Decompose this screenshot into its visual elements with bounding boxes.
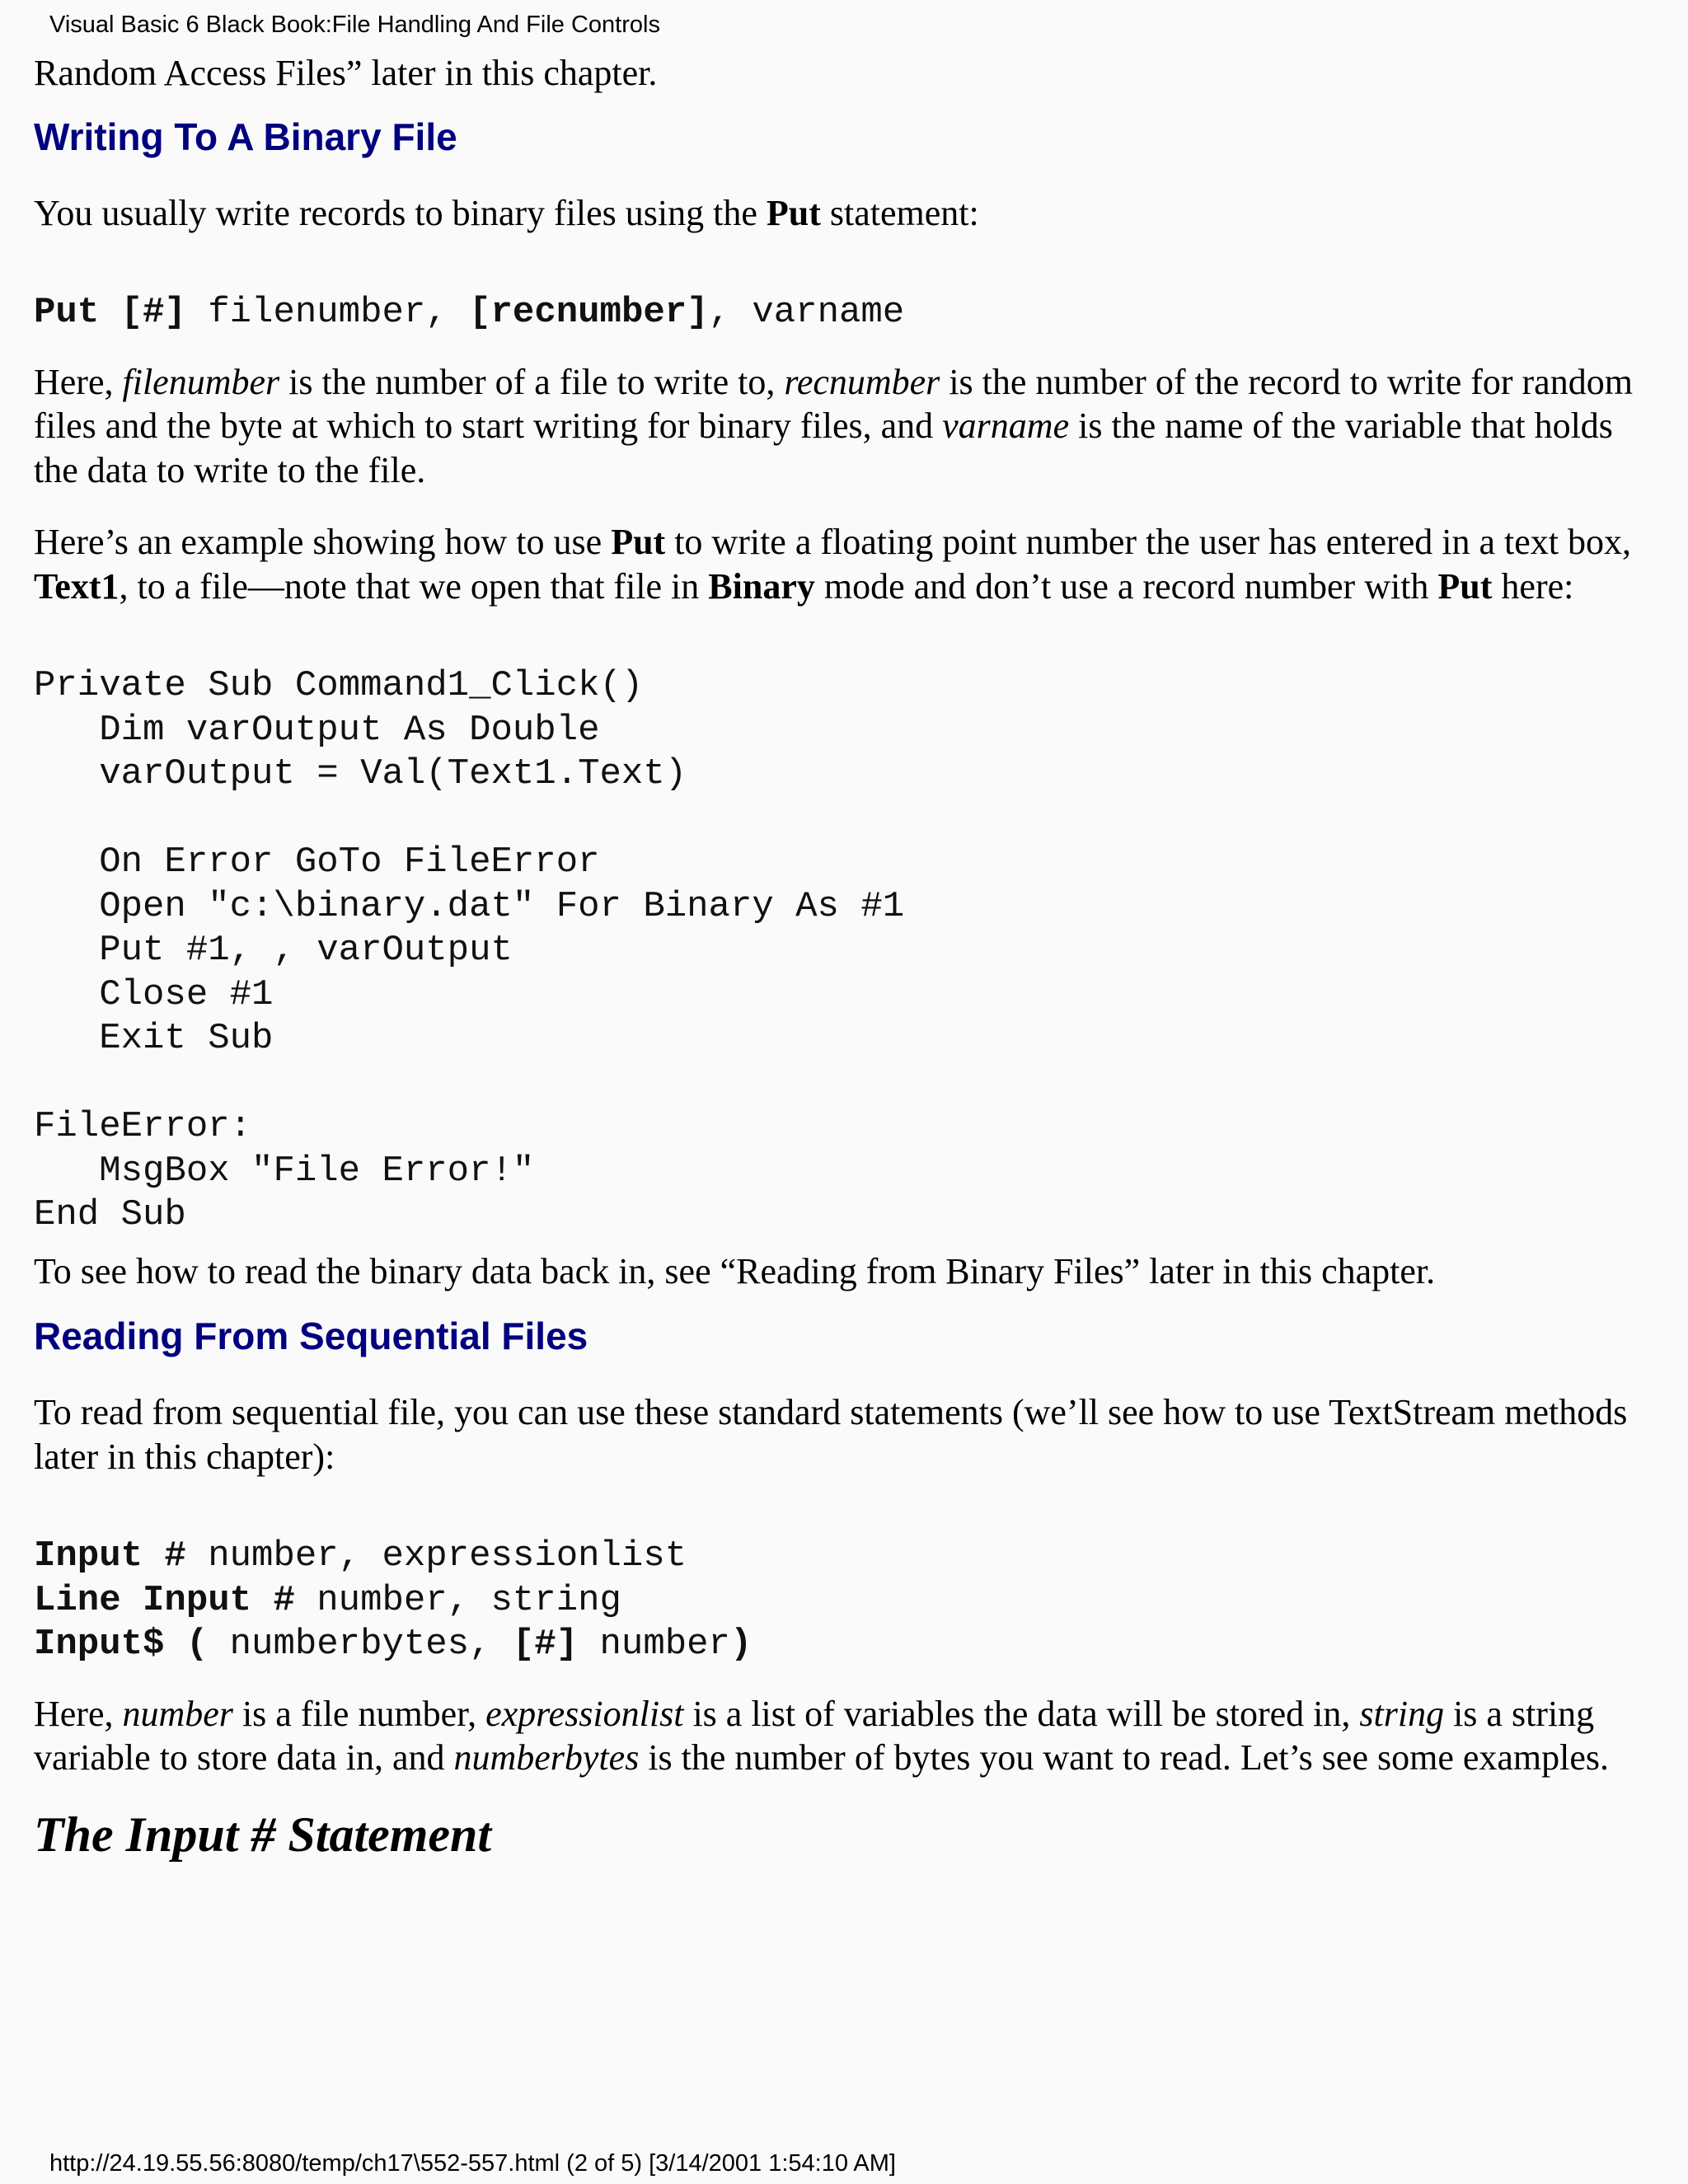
put-example-paragraph: Here’s an example showing how to use Put to write a floating point number the user has entered in a text box, Text1, to a file—note that we open that file in Binary mode and don’t use a record number with Put here: [34, 522, 1631, 607]
heading-input-statement: The Input # Statement [34, 1807, 492, 1862]
intro-continuation: Random Access Files” later in this chapter. [34, 53, 658, 93]
code-listing-command1-click: Private Sub Command1_Click() Dim varOutput As Double varOutput = Val(Text1.Text) On Error GoTo FileError Open "c:\binary.dat" For Binary As #1 Put #1, , varOutput Close #1 Exit Sub FileError: MsgBox "File Error!" End Sub [34, 665, 905, 1235]
heading-writing-binary-file: Writing To A Binary File [34, 115, 457, 158]
heading-reading-sequential-files: Reading From Sequential Files [34, 1315, 588, 1357]
input-syntax-block: Input # number, expressionlist Line Input # number, string Input$ ( numberbytes, [#] number) [34, 1535, 753, 1665]
page-footer-url: http://24.19.55.56:8080/temp/ch17\552-557.html (2 of 5) [3/14/2001 1:54:10 AM] [49, 2150, 896, 2177]
put-syntax: Put [#] filenumber, [recnumber], varname [34, 292, 905, 333]
binary-intro-paragraph: You usually write records to binary files using the Put statement: [34, 192, 979, 233]
page-header: Visual Basic 6 Black Book:File Handling And File Controls [49, 12, 660, 38]
put-parameters-paragraph: Here, filenumber is the number of a file to write to, recnumber is the number of the record to write for random files and the byte at which to start writing for binary files, and varname is the name of the variable that holds the data to write to the file. [34, 361, 1633, 490]
binary-read-reference: To see how to read the binary data back in, see “Reading from Binary Files” later in this chapter. [34, 1250, 1436, 1291]
document-body [34, 49, 1641, 1866]
sequential-intro-paragraph: To read from sequential file, you can use these standard statements (we’ll see how to use TextStream methods later in this chapter): [34, 1392, 1628, 1477]
input-parameters-paragraph: Here, number is a file number, expressionlist is a list of variables the data will be stored in, string is a string variable to store data in, and numberbytes is the number of bytes you want to read. Let’s see some examples. [34, 1693, 1610, 1778]
